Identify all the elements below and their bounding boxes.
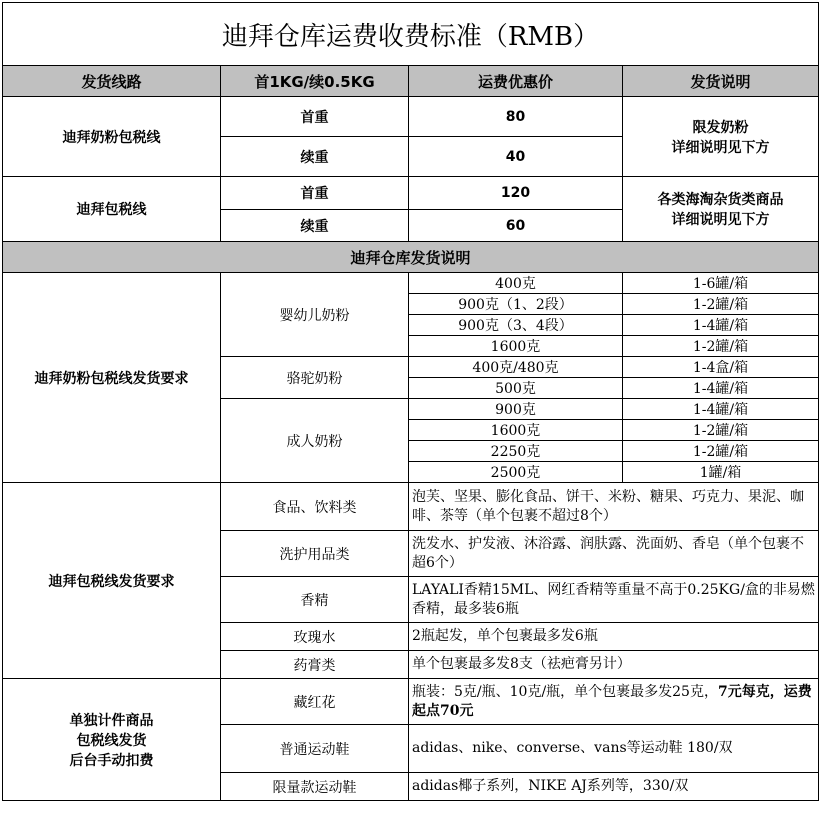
price-value: 80: [409, 97, 623, 137]
header-weight: 首1KG/续0.5KG: [221, 66, 409, 97]
milk-qty: 1-6罐/箱: [623, 273, 819, 294]
special-row: [3, 679, 819, 725]
route-note: [623, 177, 819, 242]
header-route: 发货线路: [3, 66, 221, 97]
rate-row: [3, 177, 819, 210]
general-category: 食品、饮料类: [221, 483, 409, 531]
milk-qty: 1-2罐/箱: [623, 420, 819, 441]
saffron-desc-plain: 瓶装：5克/瓶、10克/瓶，单个包裹最多发25克，: [412, 683, 718, 700]
route-name: 迪拜包税线: [3, 177, 221, 242]
special-desc: adidas、nike、converse、vans等运动鞋 180/双: [409, 725, 819, 773]
general-desc: 2瓶起发，单个包裹最多发6瓶: [409, 623, 819, 651]
note-line: 详细说明见下方: [671, 212, 770, 228]
price-value: 120: [409, 177, 623, 210]
milk-qty: 1罐/箱: [623, 462, 819, 483]
general-category: 洗护用品类: [221, 531, 409, 577]
note-line: 限发奶粉: [692, 119, 749, 136]
milk-qty: 1-2罐/箱: [623, 336, 819, 357]
general-row: [3, 483, 819, 531]
saffron-desc-bold: 7元每克，运费起点70元: [412, 683, 812, 719]
rate-row: [3, 97, 819, 137]
milk-qty: 1-4罐/箱: [623, 315, 819, 336]
special-desc: adidas椰子系列，NIKE AJ系列等，330/双: [409, 773, 819, 801]
special-category: 藏红花: [221, 679, 409, 725]
milk-spec: 900克: [409, 399, 623, 420]
general-desc: 洗发水、护发液、沐浴露、润肤露、洗面奶、香皂（单个包裹不超6个）: [409, 531, 819, 577]
milk-spec: 500克: [409, 378, 623, 399]
milk-qty: 1-4罐/箱: [623, 378, 819, 399]
general-requirements-label: 迪拜包税线发货要求: [3, 483, 221, 679]
shipping-rate-table: [2, 2, 819, 801]
header-note: 发货说明: [623, 66, 819, 97]
general-category: 玫瑰水: [221, 623, 409, 651]
milk-group-name: 婴幼儿奶粉: [221, 273, 409, 357]
general-desc: 泡芙、坚果、膨化食品、饼干、米粉、糖果、巧克力、果泥、咖啡、茶等（单个包裹不超过8个）: [409, 483, 819, 531]
milk-spec: 1600克: [409, 336, 623, 357]
general-desc: LAYALI香精15ML、网红香精等重量不高于0.25KG/盒的非易燃香精，最多装6瓶: [409, 577, 819, 623]
note-line: 各类海淘杂货类商品: [657, 192, 784, 208]
special-label-line: 包税线发货: [76, 732, 147, 749]
weight-type: 首重: [221, 97, 409, 137]
section-title: 迪拜仓库发货说明: [3, 242, 819, 273]
general-category: 香精: [221, 577, 409, 623]
price-value: 40: [409, 137, 623, 177]
special-label-line: 单独计件商品: [69, 712, 154, 729]
milk-qty: 1-4罐/箱: [623, 399, 819, 420]
price-value: 60: [409, 210, 623, 242]
weight-type: 续重: [221, 137, 409, 177]
special-label-line: 后台手动扣费: [69, 752, 154, 769]
milk-group-name: 骆驼奶粉: [221, 357, 409, 399]
milk-qty: 1-2罐/箱: [623, 441, 819, 462]
special-category: 普通运动鞋: [221, 725, 409, 773]
route-note: [623, 97, 819, 177]
table-header-row: [3, 66, 819, 97]
special-category: 限量款运动鞋: [221, 773, 409, 801]
weight-type: 续重: [221, 210, 409, 242]
weight-type: 首重: [221, 177, 409, 210]
page-title: 迪拜仓库运费收费标准（RMB）: [3, 3, 819, 66]
milk-spec: 400克: [409, 273, 623, 294]
milk-requirements-label: 迪拜奶粉包税线发货要求: [3, 273, 221, 483]
header-price: 运费优惠价: [409, 66, 623, 97]
milk-row: [3, 273, 819, 294]
route-name: 迪拜奶粉包税线: [3, 97, 221, 177]
general-desc: 单个包裹最多发8支（祛疤膏另计）: [409, 651, 819, 679]
milk-spec: 400克/480克: [409, 357, 623, 378]
milk-qty: 1-4盒/箱: [623, 357, 819, 378]
milk-qty: 1-2罐/箱: [623, 294, 819, 315]
milk-spec: 900克（1、2段）: [409, 294, 623, 315]
special-label: [3, 679, 221, 801]
milk-spec: 1600克: [409, 420, 623, 441]
milk-spec: 2500克: [409, 462, 623, 483]
special-desc: [409, 679, 819, 725]
milk-spec: 900克（3、4段）: [409, 315, 623, 336]
note-line: 详细说明见下方: [671, 139, 770, 156]
milk-group-name: 成人奶粉: [221, 399, 409, 483]
general-category: 药膏类: [221, 651, 409, 679]
milk-spec: 2250克: [409, 441, 623, 462]
